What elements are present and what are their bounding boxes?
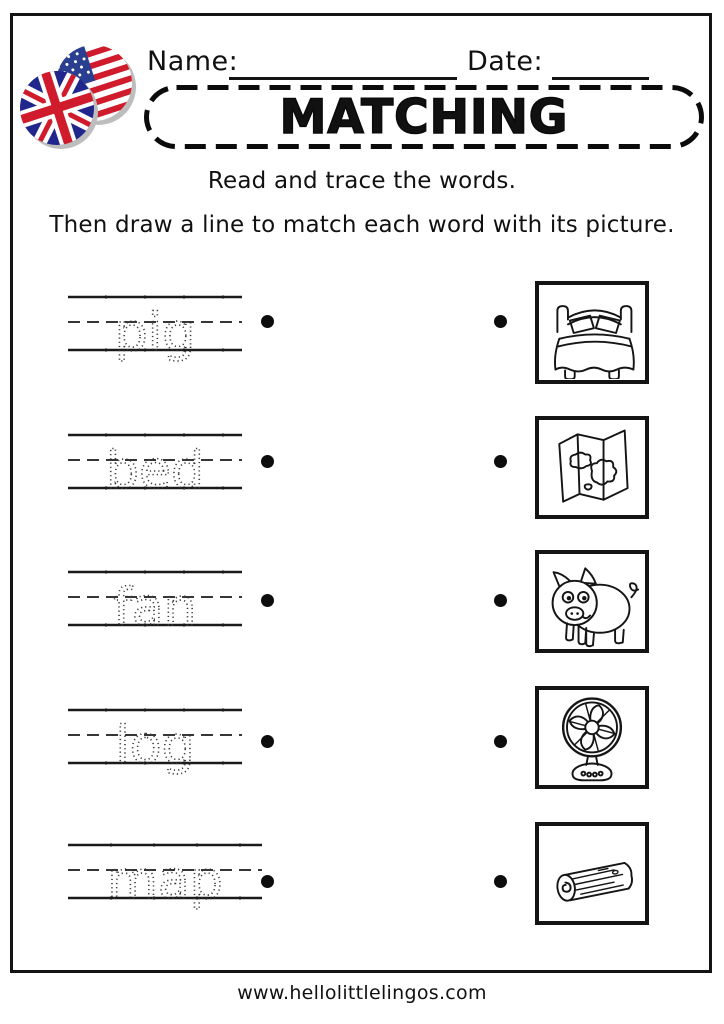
picture-dot-2[interactable] [494,455,507,468]
picture-dot-3[interactable] [494,594,507,607]
map-icon [542,422,642,514]
name-blank-line[interactable] [229,50,457,80]
picture-dot-4[interactable] [494,735,507,748]
word-row-2 [68,431,278,547]
instruction-line-2: Then draw a line to match each word with its picture. [49,212,675,238]
instruction-line-1: Read and trace the words. [207,168,517,194]
word-row-5 [68,841,278,957]
picture-dot-1[interactable] [494,315,507,328]
picture-box-log[interactable] [535,822,649,925]
word-dot-1[interactable] [261,315,274,328]
page-title: MATCHING [279,89,569,145]
picture-dot-5[interactable] [494,875,507,888]
word-dot-4[interactable] [261,735,274,748]
word-dot-2[interactable] [261,455,274,468]
date-label: Date: [467,46,544,77]
pig-icon [542,556,642,648]
language-flags-logo [14,40,138,154]
picture-box-map[interactable] [535,416,649,519]
word-dot-3[interactable] [261,594,274,607]
picture-box-pig[interactable] [535,550,649,653]
bed-icon [542,287,642,379]
footer-url: www.hellolittlelingos.com [237,982,487,1004]
word-row-1 [68,293,278,409]
word-dot-5[interactable] [261,875,274,888]
picture-box-bed[interactable] [535,281,649,384]
word-row-3 [68,568,278,684]
trace-word-fan[interactable]: fan [113,578,197,638]
word-row-4 [68,706,278,822]
name-label: Name: [147,46,239,77]
fan-icon [542,692,642,784]
trace-word-pig[interactable]: pig [114,303,196,363]
date-blank-line[interactable] [552,50,649,80]
trace-word-log[interactable]: log [115,716,195,776]
picture-box-fan[interactable] [535,686,649,789]
log-icon [542,828,642,920]
trace-word-map[interactable]: map [107,851,223,911]
trace-word-bed[interactable]: bed [105,441,205,501]
